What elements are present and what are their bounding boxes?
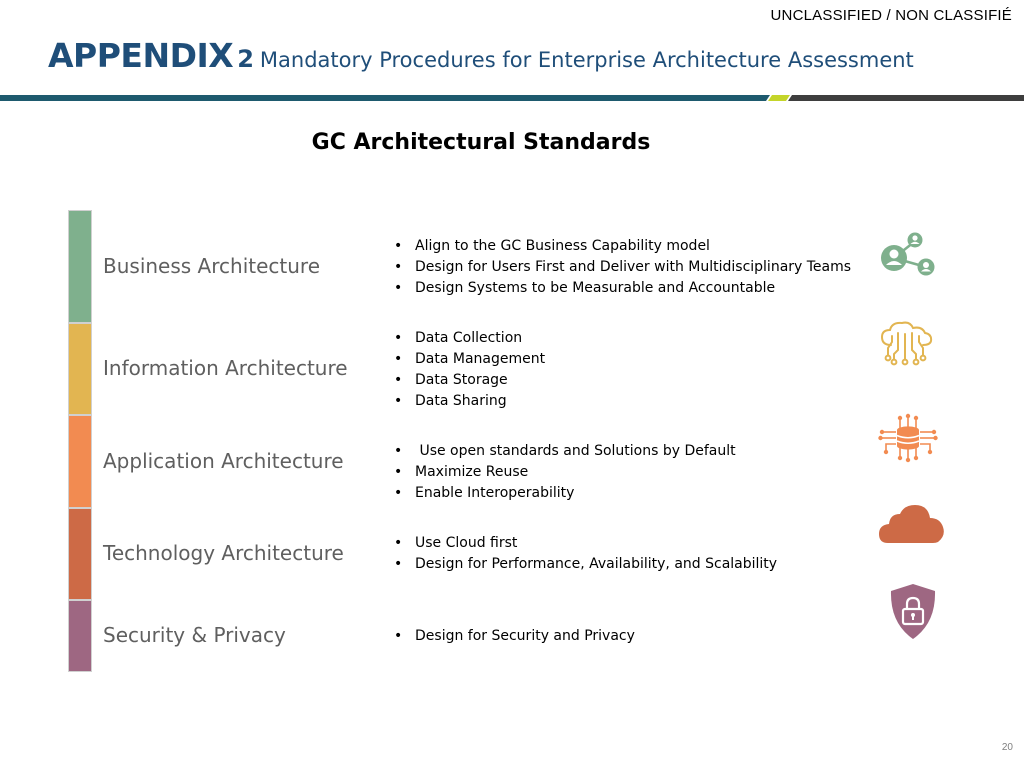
section-title: GC Architectural Standards	[311, 130, 651, 155]
security-bullets	[392, 626, 635, 647]
list-item: • Data Storage	[392, 370, 545, 391]
stripe-application	[68, 415, 92, 508]
classification-marking: UNCLASSIFIED / NON CLASSIFIÉ	[770, 7, 1012, 24]
information-bullets	[392, 328, 545, 412]
list-item: • Use Cloud first	[392, 533, 777, 554]
label-application-architecture: Application Architecture	[103, 449, 344, 473]
stripe-business	[68, 210, 92, 323]
application-bullets	[392, 441, 736, 504]
stripe-technology	[68, 508, 92, 600]
list-item: • Maximize Reuse	[392, 462, 736, 483]
cloud-icon	[878, 503, 946, 545]
shield-lock-icon	[889, 583, 939, 641]
list-item: • Enable Interoperability	[392, 483, 736, 504]
list-item: • Data Sharing	[392, 391, 545, 412]
label-technology-architecture: Technology Architecture	[103, 541, 344, 565]
list-item: • Data Collection	[392, 328, 545, 349]
technology-bullets	[392, 533, 777, 575]
list-item: • Align to the GC Business Capability model	[392, 236, 851, 257]
cloud-circuit-icon	[878, 320, 934, 366]
stripe-security	[68, 600, 92, 672]
header-divider	[0, 95, 1024, 101]
database-network-icon	[878, 410, 938, 466]
list-item: • Design Systems to be Measurable and Accountable	[392, 278, 851, 299]
list-item: • Design for Users First and Deliver with Multidisciplinary Teams	[392, 257, 851, 278]
page-subtitle: Mandatory Procedures for Enterprise Architecture Assessment	[259, 48, 914, 72]
label-business-architecture: Business Architecture	[103, 254, 320, 278]
list-item: • Use open standards and Solutions by Default	[392, 441, 736, 462]
label-information-architecture: Information Architecture	[103, 356, 348, 380]
people-network-icon	[878, 230, 938, 280]
page-title-number: 2	[237, 45, 254, 73]
page-title-appendix: APPENDIX	[48, 36, 234, 75]
business-bullets	[392, 236, 851, 299]
page-title	[48, 36, 914, 75]
page-number: 20	[1001, 742, 1013, 753]
list-item: • Data Management	[392, 349, 545, 370]
list-item: • Design for Performance, Availability, and Scalability	[392, 554, 777, 575]
list-item: • Design for Security and Privacy	[392, 626, 635, 647]
label-security-privacy: Security & Privacy	[103, 623, 286, 647]
stripe-information	[68, 323, 92, 415]
